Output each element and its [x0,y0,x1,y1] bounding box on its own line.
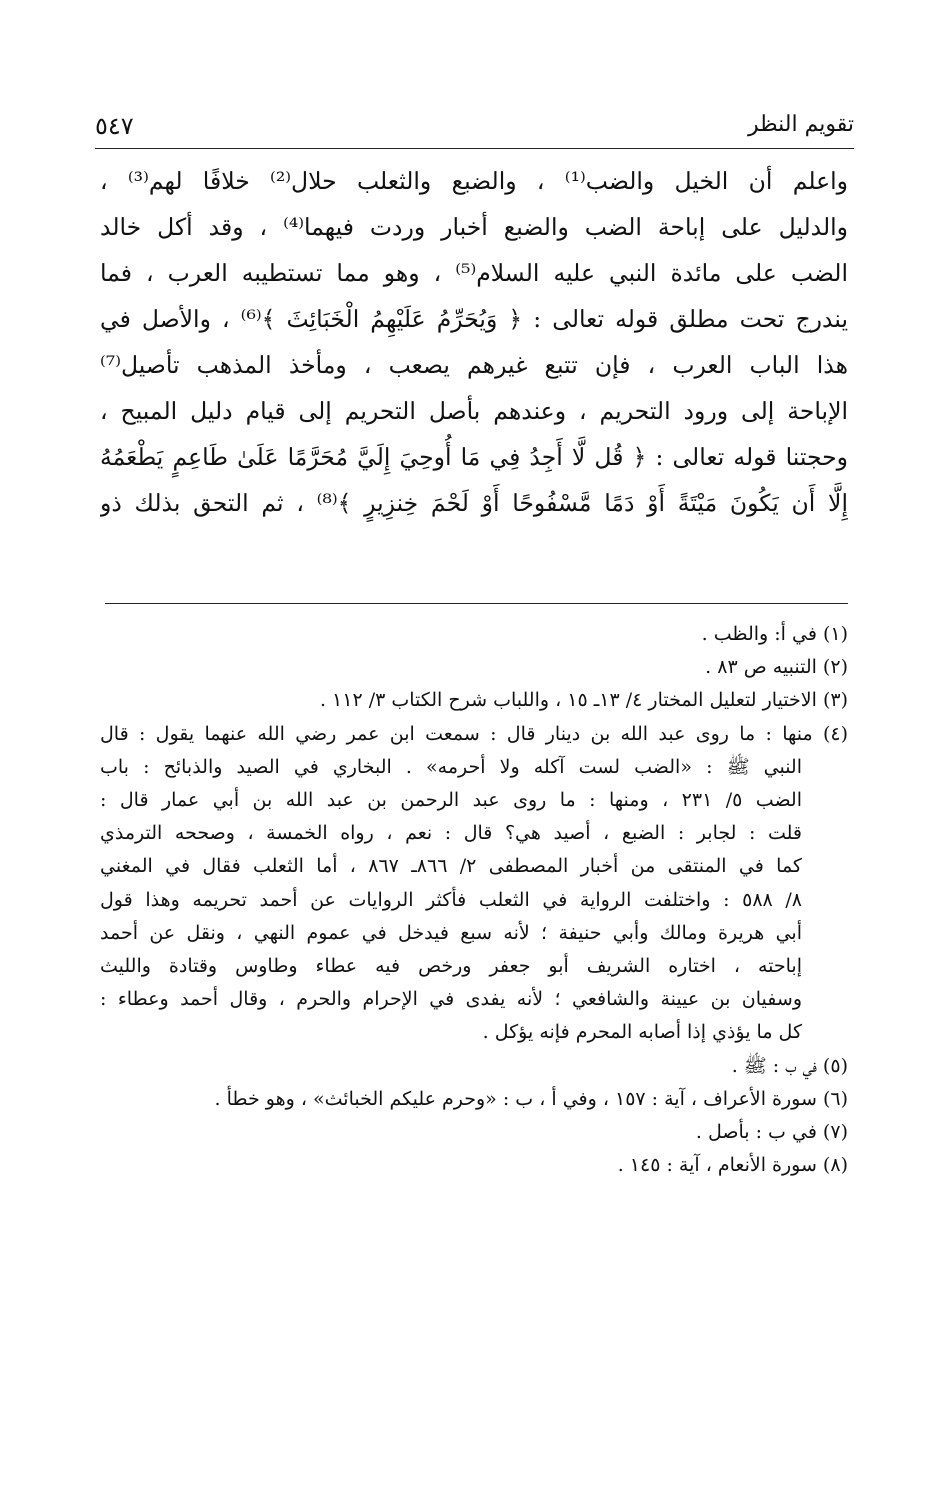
footnote-4-line: كل ما يؤذي إذا أصابه المحرم فإنه يؤكل . [482,1021,802,1044]
footnote-4-line: كما في المنتقى من أخبار المصطفى ٢/ ٨٦٦ـ ٨٦٧ ، أما الثعلب فقال في المغني [100,855,802,878]
main-text-line: واعلم أن الخيل والضب⁽¹⁾ ، والضبع والثعلب حلال⁽²⁾ خلافًا لهم⁽³⁾ ، [100,167,848,195]
header-divider [95,148,854,149]
running-title: تقويم النظر [747,112,854,137]
footnote-4-line: النبي ﷺ : «الضب لست آكله ولا أحرمه» . البخاري في الصيد والذبائح : باب [100,755,802,778]
main-text-line: والدليل على إباحة الضب والضبع أخبار وردت فيهما⁽⁴⁾ ، وقد أكل خالد [100,213,848,241]
main-text-line: إِلَّا أَن يَكُونَ مَيْتَةً أَوْ دَمًا مَّسْفُوحًا أَوْ لَحْمَ خِنزِيرٍ ﴾⁽⁸⁾ ، ثم التحق بذلك ذو [100,489,848,517]
footnote-6: (٦) سورة الأعراف ، آية : ١٥٧ ، وفي أ ، ب : «وحرم عليكم الخبائث» ، وهو خطأ . [214,1087,848,1110]
footnote-7: (٧) في ب : بأصل . [695,1121,848,1144]
footnote-4-line: قلت : لجابر : الضبع ، أصيد هي؟ قال : نعم ، رواه الخمسة ، وصححه الترمذي [100,822,802,845]
footnote-2: (٢) التنبيه ص ٨٣ . [705,656,848,679]
main-text-line: الضب على مائدة النبي عليه السلام⁽⁵⁾ ، وهو مما تستطيبه العرب ، فما [100,259,848,287]
footnote-5: (٥) في ب : ﷺ . [731,1054,848,1077]
footnote-4-line: ٨/ ٥٨٨ : واختلفت الرواية في الثعلب فأكثر الروايات عن أحمد تحريمه وهذا قول [100,888,802,911]
main-text-line: وحجتنا قوله تعالى : ﴿ قُل لَّا أَجِدُ فِي مَا أُوحِيَ إِلَيَّ مُحَرَّمًا عَلَىٰ طَاعِمٍ يَطْعَمُهُ [100,443,848,471]
footnote-4-line: وسفيان بن عيينة والشافعي ؛ لأنه يفدى في الإحرام والحرم ، وقال أحمد وعطاء : [100,988,802,1011]
main-text [100,158,848,526]
footnote-8: (٨) سورة الأنعام ، آية : ١٤٥ . [617,1154,848,1177]
footnote-4: (٤) منها : ما روى عبد الله بن دينار قال : سمعت ابن عمر رضي الله عنهما يقول : قال [100,722,848,745]
footnote-3: (٣) الاختيار لتعليل المختار ٤/ ١٣ـ ١٥ ، واللباب شرح الكتاب ٣/ ١١٢ . [319,689,848,712]
footnote-4-line: أبي هريرة ومالك وأبي حنيفة ؛ لأنه سبع فيدخل في عموم النهي ، ونقل عن أحمد [100,921,802,944]
footnote-1: (١) في أ: والظب . [701,623,848,645]
main-text-line: يندرج تحت مطلق قوله تعالى : ﴿ وَيُحَرِّمُ عَلَيْهِمُ الْخَبَائِثَ ﴾⁽⁶⁾ ، والأصل في [100,305,848,333]
page-number: ٥٤٧ [95,112,134,140]
main-text-line: الإباحة إلى ورود التحريم ، وعندهم بأصل التحريم إلى قيام دليل المبيح ، [100,397,848,425]
footnote-4-line: الضب ٥/ ٢٣١ ، ومنها : ما روى عبد الرحمن بن عبد الله بن أبي عمار قال : [100,789,803,812]
footnote-4-line: إباحته ، اختاره الشريف أبو جعفر ورخص فيه عطاء وطاوس وقتادة والليث [100,955,802,978]
footnote-divider [105,603,848,604]
main-text-line: هذا الباب العرب ، فإن تتبع غيرهم يصعب ، ومأخذ المذهب تأصيل⁽⁷⁾ [100,351,848,379]
footnotes [100,618,848,1182]
running-header [95,112,854,152]
